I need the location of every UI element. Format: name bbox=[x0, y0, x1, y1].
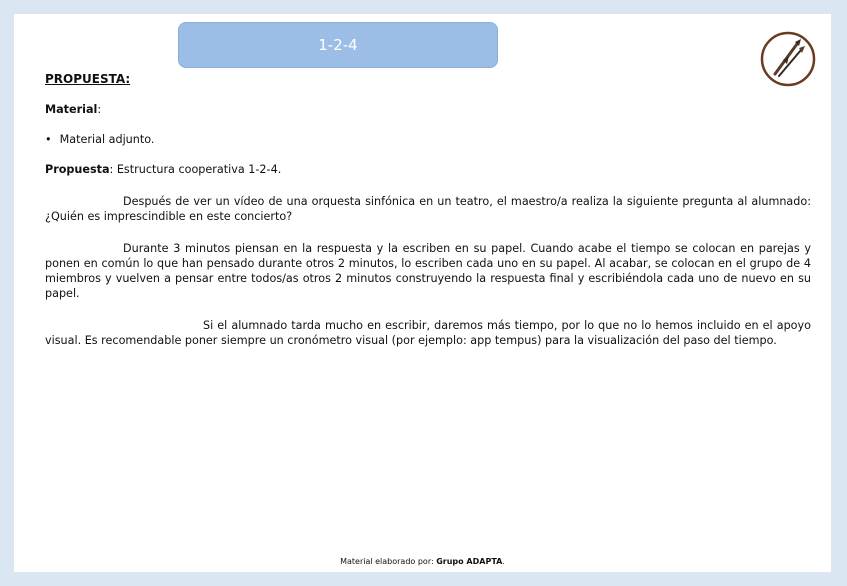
page-title: 1-2-4 bbox=[318, 36, 358, 54]
material-label: Material bbox=[45, 103, 98, 116]
material-line bbox=[45, 102, 811, 117]
material-suffix: : bbox=[97, 103, 102, 116]
material-list-item bbox=[45, 132, 811, 147]
paragraph-2-text: Durante 3 minutos piensan en la respuesta y la escriben en su papel. Cuando acabe el tiempo se colocan en parejas y ponen en común lo que han pensado durante otros 2 minutos, lo escriben cada uno en su papel. Al acabar, se colocan en el grupo de 4 miembros y vuelven a pensar entre todos/as otros 2 minutos construyendo la respuesta final y escribiéndola cada uno de nuevo en su papel. bbox=[45, 242, 811, 300]
document-page bbox=[14, 14, 831, 572]
propuesta-line bbox=[45, 162, 811, 177]
footer-credit bbox=[14, 557, 831, 566]
paragraph-3-text: Si el alumnado tarda mucho en escribir, daremos más tiempo, por lo que no lo hemos incluido en el apoyo visual. Es recomendable poner siempre un cronómetro visual (por ejemplo: app tempus) para la visualización del paso del tiempo. bbox=[45, 319, 811, 347]
propuesta-label: Propuesta bbox=[45, 163, 110, 176]
propuesta-text: : Estructura cooperativa 1-2-4. bbox=[109, 163, 282, 176]
footer-author: Grupo ADAPTA bbox=[436, 557, 503, 566]
paragraph-2 bbox=[45, 241, 811, 301]
footer-prefix: Material elaborado por: bbox=[340, 557, 437, 566]
paragraph-1 bbox=[45, 194, 811, 224]
document-body bbox=[45, 72, 811, 348]
paragraph-1-text: Después de ver un vídeo de una orquesta sinfónica en un teatro, el maestro/a realiza la siguiente pregunta al alumnado: ¿Quién es imprescindible en este concierto? bbox=[45, 195, 811, 223]
material-item-text: Material adjunto. bbox=[59, 133, 155, 146]
propuesta-heading: PROPUESTA: bbox=[45, 72, 131, 86]
footer-suffix: . bbox=[502, 557, 505, 566]
bullet-symbol: • bbox=[45, 133, 52, 146]
paragraph-3 bbox=[45, 318, 811, 348]
title-banner bbox=[178, 22, 498, 68]
